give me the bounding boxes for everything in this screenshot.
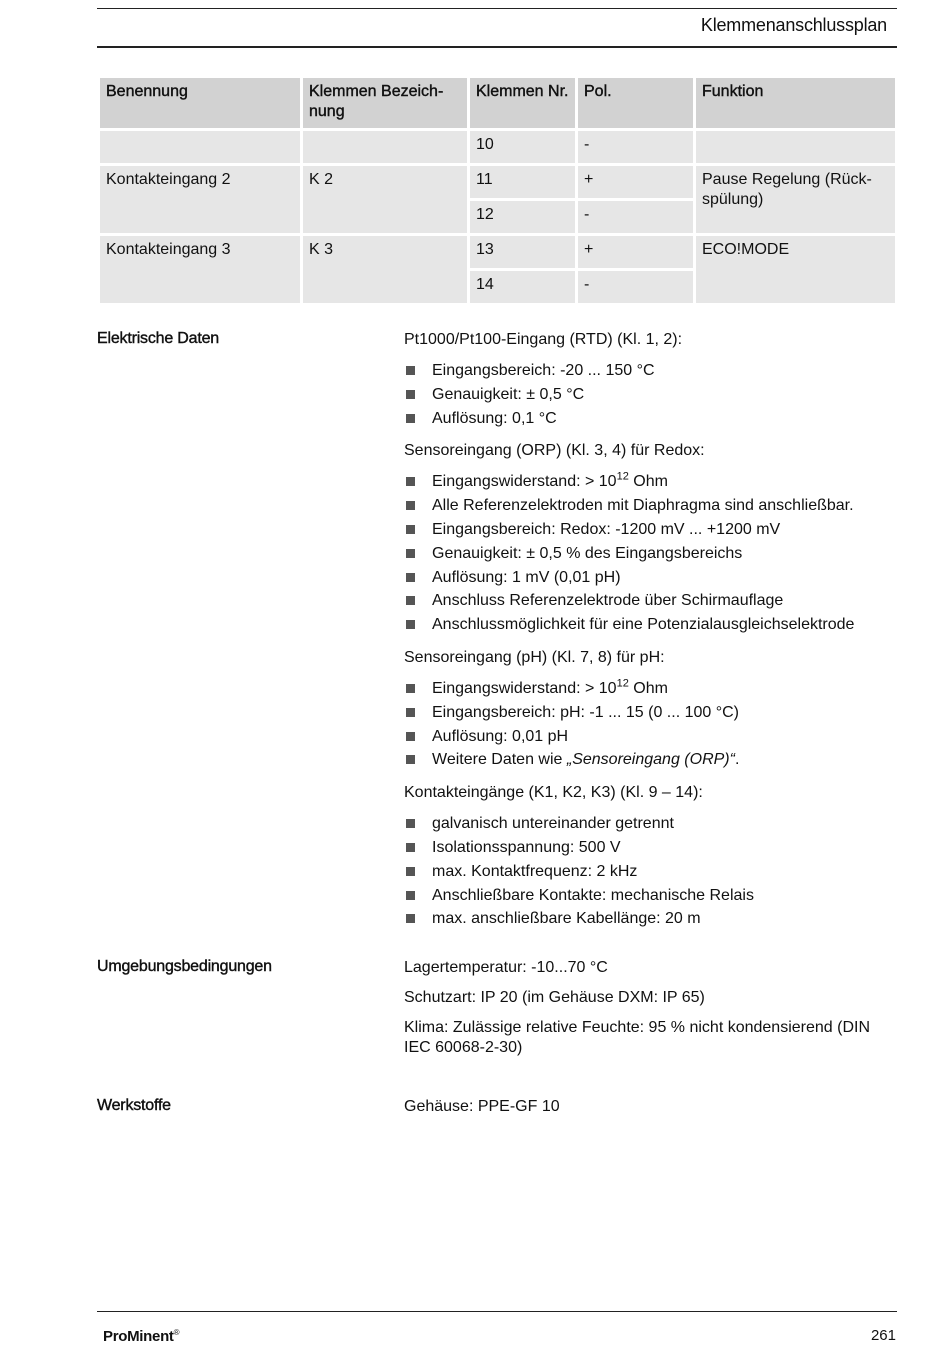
list-item: Genauigkeit: ± 0,5 % des Eingangsbereichs	[404, 543, 894, 567]
list-item: Auflösung: 0,01 pH	[404, 726, 894, 750]
header-rule	[97, 46, 897, 48]
klima: Klima: Zulässige relative Feuchte: 95 % nicht kondensierend (DIN IEC 60068-2-30)	[404, 1019, 870, 1056]
cell-bezeichnung: K 2	[303, 166, 467, 233]
list-item: Eingangsbereich: -20 ... 150 °C	[404, 360, 894, 384]
cross-reference-link[interactable]: „Sensoreingang (ORP)“	[566, 751, 735, 769]
list-item: Eingangswiderstand: > $10^{12}$ Ohm	[404, 678, 894, 702]
cell-funktion	[696, 131, 895, 163]
section-elektrische-daten	[404, 330, 894, 942]
table-row	[100, 236, 895, 268]
cell-funktion: Pause Regelung (Rück-spülung)	[696, 166, 895, 233]
list-item: max. Kontaktfrequenz: 2 kHz	[404, 861, 894, 885]
cell-pol: +	[578, 236, 693, 268]
bullet-square-icon	[406, 867, 415, 876]
cell-nr: 14	[470, 271, 575, 303]
header-pol: Pol.	[578, 78, 693, 128]
bullet-square-icon	[406, 366, 415, 375]
list-item: Auflösung: 1 mV (0,01 pH)	[404, 567, 894, 591]
gehaeuse: Gehäuse: PPE-GF 10	[404, 1098, 560, 1115]
list-item: Weitere Daten wie „Sensoreingang (ORP)“.	[404, 749, 894, 773]
bullet-square-icon	[406, 390, 415, 399]
bullet-square-icon	[406, 596, 415, 605]
bullet-square-icon	[406, 819, 415, 828]
list-item: Anschließbare Kontakte: mechanische Relais	[404, 885, 894, 909]
rtd-heading: Pt1000/Pt100-Eingang (RTD) (Kl. 1, 2):	[404, 331, 683, 348]
prominent-logo: ProMinent®	[103, 1328, 180, 1345]
bullet-square-icon	[406, 549, 415, 558]
list-item: Eingangsbereich: pH: -1 ... 15 (0 ... 100 °C)	[404, 702, 894, 726]
kontakt-heading: Kontakteingänge (K1, K2, K3) (Kl. 9 – 14):	[404, 784, 703, 802]
cell-nr: 11	[470, 166, 575, 198]
bullet-square-icon	[406, 914, 415, 923]
bullet-square-icon	[406, 501, 415, 510]
cell-bezeichnung: K 3	[303, 236, 467, 303]
section-label-elektrische-daten: Elektrische Daten	[97, 330, 219, 347]
list-item: Eingangswiderstand: > $10^{12}$ Ohm	[404, 471, 894, 495]
ph-list	[404, 678, 894, 773]
list-item: Isolationsspannung: 500 V	[404, 837, 894, 861]
kontakt-list	[404, 813, 894, 932]
header-klemmen-nr: Klemmen Nr.	[470, 78, 575, 128]
list-item: Auflösung: 0,1 °C	[404, 408, 894, 432]
table-row	[100, 131, 895, 163]
cell-funktion: ECO!MODE	[696, 236, 895, 303]
bullet-square-icon	[406, 843, 415, 852]
list-item: Alle Referenzelektroden mit Diaphragma sind anschließbar.	[404, 495, 894, 519]
bullet-square-icon	[406, 525, 415, 534]
header-benennung: Benennung	[100, 78, 300, 128]
list-item: Eingangsbereich: Redox: -1200 mV ... +1200 mV	[404, 519, 894, 543]
cell-pol: +	[578, 166, 693, 198]
orp-heading: Sensoreingang (ORP) (Kl. 3, 4) für Redox:	[404, 442, 705, 460]
section-werkstoffe	[404, 1097, 894, 1127]
header-funktion: Funktion	[696, 78, 895, 128]
bullet-square-icon	[406, 620, 415, 629]
list-item: galvanisch untereinander getrennt	[404, 813, 894, 837]
header-klemmen-bezeichnung: Klemmen Bezeich-nung	[303, 78, 467, 128]
bullet-square-icon	[406, 573, 415, 582]
list-item: Anschluss Referenzelektrode über Schirmauflage	[404, 590, 894, 614]
bullet-square-icon	[406, 732, 415, 741]
bullet-square-icon	[406, 891, 415, 900]
cell-benennung: Kontakteingang 3	[100, 236, 300, 303]
section-label-werkstoffe: Werkstoffe	[97, 1097, 171, 1114]
list-item: Anschlussmöglichkeit für eine Potenzialausgleichselektrode	[404, 614, 894, 638]
bullet-square-icon	[406, 414, 415, 423]
schutzart: Schutzart: IP 20 (im Gehäuse DXM: IP 65)	[404, 989, 705, 1006]
lagertemperatur: Lagertemperatur: -10...70 °C	[404, 959, 608, 976]
cell-nr: 10	[470, 131, 575, 163]
bullet-square-icon	[406, 708, 415, 717]
bullet-square-icon	[406, 755, 415, 764]
cell-benennung	[100, 131, 300, 163]
page-number: 261	[870, 1327, 896, 1344]
cell-bezeichnung	[303, 131, 467, 163]
bullet-square-icon	[406, 684, 415, 693]
cell-nr: 13	[470, 236, 575, 268]
list-item: Genauigkeit: ± 0,5 °C	[404, 384, 894, 408]
cell-pol: -	[578, 201, 693, 233]
cell-pol: -	[578, 271, 693, 303]
table-header-row	[100, 78, 895, 128]
cell-nr: 12	[470, 201, 575, 233]
terminal-table	[97, 75, 898, 306]
section-label-umgebungsbedingungen: Umgebungsbedingungen	[97, 958, 272, 975]
cell-benennung: Kontakteingang 2	[100, 166, 300, 233]
section-umgebungsbedingungen	[404, 958, 894, 1068]
footer-rule	[97, 1311, 897, 1312]
bullet-square-icon	[406, 477, 415, 486]
page-header-title: Klemmenanschlussplan	[700, 15, 887, 35]
rtd-list	[404, 360, 894, 431]
list-item: max. anschließbare Kabellänge: 20 m	[404, 908, 894, 932]
orp-list	[404, 471, 894, 638]
cell-pol: -	[578, 131, 693, 163]
top-rule	[97, 8, 897, 9]
ph-heading: Sensoreingang (pH) (Kl. 7, 8) für pH:	[404, 648, 665, 666]
table-row	[100, 166, 895, 198]
